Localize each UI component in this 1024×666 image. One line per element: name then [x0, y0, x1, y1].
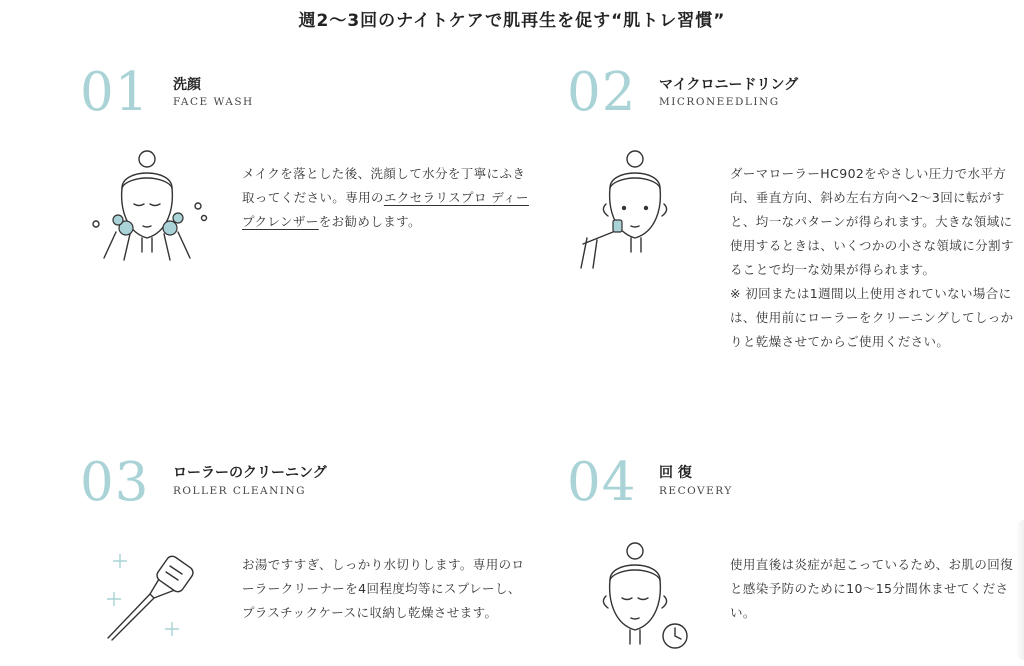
step-title: マイクロニードリング: [659, 77, 799, 93]
step-title: ローラーのクリーニング: [173, 465, 327, 481]
step-title: 回 復: [659, 465, 692, 481]
step-body: [730, 162, 1015, 354]
page-title: 週2〜3回のナイトケアで肌再生を促す“肌トレ習慣”: [298, 11, 726, 31]
step-number: 04: [567, 452, 637, 513]
recovery-icon: [575, 540, 695, 658]
step-text: をお勧めします。: [318, 214, 421, 229]
edge-shadow: [1016, 520, 1024, 660]
step-subtitle: RECOVERY: [659, 485, 733, 497]
microneedling-icon: [575, 148, 685, 270]
step-number: 02: [567, 62, 637, 123]
step-subtitle: FACE WASH: [173, 96, 254, 108]
step-text: 使用直後は炎症が起こっているため、お肌の回復と感染予防のために10〜15分間休ませてください。: [730, 557, 1014, 620]
roller-icon: [100, 548, 200, 644]
step-body: [730, 553, 1015, 625]
step-text: お湯ですすぎ、しっかり水切りします。専用のローラークリーナーを4回程度均等にスプレーし、プラスチックケースに収納し乾燥させます。: [242, 557, 525, 620]
step-body: [242, 162, 532, 234]
step-number: 01: [80, 62, 150, 123]
step-number: 03: [80, 452, 150, 513]
step-subtitle: ROLLER CLEANING: [173, 485, 307, 497]
step-body: [242, 553, 532, 625]
step-text: ダーマローラーHC902をやさしい圧力で水平方向、垂直方向、斜め左右方向へ2〜3回に転がすと、均一なパターンが得られます。大きな領域に使用するときは、いくつかの小さな領域に分割することで均一な効果が得られます。: [730, 166, 1014, 277]
step-subtitle: MICRONEEDLING: [659, 96, 780, 108]
step-note: ※ 初回または1週間以上使用されていない場合には、使用前にローラーをクリーニングしてしっかりと乾燥させてからご使用ください。: [730, 286, 1014, 349]
step-text: メイクを落とした後、洗顔して水分を丁寧にふき取ってください。専用の: [242, 166, 526, 205]
product-link[interactable]: エクセラリスプロ ディープクレンザー: [242, 190, 529, 229]
face-wash-icon: [86, 148, 211, 268]
step-title: 洗顔: [173, 77, 201, 93]
